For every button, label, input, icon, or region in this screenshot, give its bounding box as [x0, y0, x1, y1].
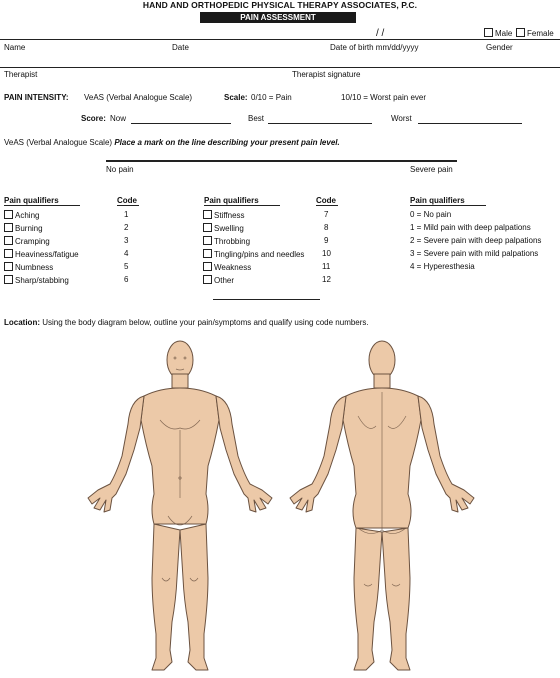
other-specify-line[interactable] [213, 299, 320, 300]
qualifier-other[interactable] [203, 275, 234, 285]
qualifier-checkbox[interactable] [4, 262, 13, 271]
therapist-label: Therapist [4, 70, 38, 79]
qualifier-code: 8 [324, 223, 329, 232]
body-diagram-front[interactable] [80, 338, 280, 678]
therapist-signature-label: Therapist signature [292, 70, 361, 79]
score-best-label: Best [248, 114, 265, 123]
score-worst-line[interactable] [418, 123, 522, 124]
qualifiers-header-1-underline [4, 205, 80, 206]
date-slashes: / / [376, 28, 385, 39]
palpation-scale-item: 4 = Hyperesthesia [410, 262, 475, 271]
qualifiers-header-3: Pain qualifiers [410, 196, 465, 205]
qualifier-checkbox[interactable] [4, 223, 13, 232]
qualifier-aching[interactable] [4, 210, 39, 220]
therapist-line[interactable] [0, 67, 560, 68]
back-neck [374, 374, 390, 388]
qualifier-checkbox[interactable] [203, 210, 212, 219]
score-label: Score: [81, 114, 106, 123]
qualifier-code: 5 [124, 262, 129, 271]
qualifier-checkbox[interactable] [203, 262, 212, 271]
palpation-scale-item: 3 = Severe pain with mild palpations [410, 249, 539, 258]
veas-scale-line[interactable] [106, 160, 457, 162]
qualifier-label: Aching [15, 211, 40, 220]
male-checkbox[interactable] [484, 28, 493, 37]
qualifier-numbness[interactable] [4, 262, 53, 272]
qualifier-checkbox[interactable] [4, 249, 13, 258]
qualifier-swelling[interactable] [203, 223, 244, 233]
dob-label: Date of birth mm/dd/yyyy [330, 43, 419, 52]
veas-severe-pain: Severe pain [410, 165, 453, 174]
score-now-line[interactable] [131, 123, 231, 124]
score-worst-label: Worst [391, 114, 412, 123]
qualifier-label: Cramping [15, 237, 50, 246]
qualifier-code: 3 [124, 236, 129, 245]
qualifier-burning[interactable] [4, 223, 43, 233]
scale-high: 10/10 = Worst pain ever [341, 93, 427, 102]
front-head [167, 341, 193, 379]
scale-low: 0/10 = Pain [251, 93, 292, 102]
qualifier-checkbox[interactable] [203, 249, 212, 258]
form-title-banner: PAIN ASSESSMENT [200, 12, 356, 23]
veas-instruction: Place a mark on the line describing your present pain level. [114, 138, 340, 147]
date-label: Date [172, 43, 189, 52]
qualifiers-header-1: Pain qualifiers [4, 196, 59, 205]
gender-label: Gender [486, 43, 513, 52]
qualifiers-header-2: Pain qualifiers [204, 196, 259, 205]
qualifier-stiffness[interactable] [203, 210, 245, 220]
code-header-2-underline [316, 205, 338, 206]
qualifier-checkbox[interactable] [203, 236, 212, 245]
qualifier-throbbing[interactable] [203, 236, 250, 246]
qualifier-label: Swelling [214, 224, 244, 233]
name-line[interactable] [0, 39, 560, 40]
practice-title: HAND AND ORTHOPEDIC PHYSICAL THERAPY ASSOCIATES, P.C. [142, 0, 418, 10]
female-label: Female [527, 29, 554, 38]
scale-label: Scale: [224, 93, 248, 102]
score-best-line[interactable] [268, 123, 372, 124]
score-now-label: Now [110, 114, 127, 123]
female-option[interactable] [516, 28, 554, 38]
veas-instruction-row [4, 138, 340, 147]
qualifier-checkbox[interactable] [4, 210, 13, 219]
qualifier-label: Burning [15, 224, 43, 233]
qualifier-code: 1 [124, 210, 129, 219]
veas-no-pain: No pain [106, 165, 134, 174]
qualifier-code: 7 [324, 210, 329, 219]
qualifier-code: 4 [124, 249, 129, 258]
name-label: Name [4, 43, 26, 52]
qualifier-tingling[interactable] [203, 249, 304, 259]
palpation-scale-item: 1 = Mild pain with deep palpations [410, 223, 531, 232]
qualifier-code: 10 [322, 249, 331, 258]
back-left-arm [290, 396, 346, 512]
qualifier-code: 11 [322, 262, 331, 271]
qualifier-checkbox[interactable] [203, 275, 212, 284]
code-header-1-underline [117, 205, 139, 206]
qualifier-code: 9 [324, 236, 329, 245]
qualifier-label: Heaviness/fatigue [15, 250, 79, 259]
qualifier-label: Other [214, 276, 235, 285]
qualifier-label: Stiffness [214, 211, 245, 220]
back-right-leg [382, 528, 410, 670]
body-diagram-back[interactable] [282, 338, 482, 678]
back-head [369, 341, 395, 379]
front-left-arm [88, 396, 144, 512]
qualifier-heaviness[interactable] [4, 249, 79, 259]
qualifier-code: 2 [124, 223, 129, 232]
qualifier-code: 6 [124, 275, 129, 284]
qualifier-code: 12 [322, 275, 331, 284]
scale-name: VeAS (Verbal Analogue Scale) [84, 93, 193, 102]
front-neck [172, 374, 188, 388]
pain-intensity-label: PAIN INTENSITY: [4, 93, 69, 102]
female-checkbox[interactable] [516, 28, 525, 37]
qualifier-weakness[interactable] [203, 262, 251, 272]
location-instruction: Using the body diagram below, outline your pain/symptoms and qualify using code numbers. [42, 318, 369, 327]
qualifier-checkbox[interactable] [4, 236, 13, 245]
qualifier-label: Weakness [214, 263, 252, 272]
back-right-arm [418, 396, 474, 512]
qualifiers-header-3-underline [410, 205, 486, 206]
qualifier-label: Tingling/pins and needles [214, 250, 305, 259]
qualifiers-header-2-underline [204, 205, 280, 206]
front-right-arm [216, 396, 272, 512]
front-right-leg [180, 524, 208, 670]
code-header-2: Code [316, 196, 336, 205]
qualifier-label: Sharp/stabbing [15, 276, 69, 285]
location-row [4, 318, 369, 327]
veas-prefix: VeAS (Verbal Analogue Scale) [4, 138, 113, 147]
code-header-1: Code [117, 196, 137, 205]
location-label: Location: [4, 318, 40, 327]
qualifier-sharp[interactable] [4, 275, 69, 285]
male-option[interactable] [484, 28, 512, 38]
qualifier-checkbox[interactable] [203, 223, 212, 232]
qualifier-checkbox[interactable] [4, 275, 13, 284]
palpation-scale-item: 2 = Severe pain with deep palpations [410, 236, 542, 245]
front-left-leg [152, 524, 180, 670]
qualifier-cramping[interactable] [4, 236, 50, 246]
palpation-scale-item: 0 = No pain [410, 210, 452, 219]
qualifier-label: Numbness [15, 263, 54, 272]
qualifier-label: Throbbing [214, 237, 251, 246]
back-left-leg [354, 528, 382, 670]
male-label: Male [495, 29, 513, 38]
